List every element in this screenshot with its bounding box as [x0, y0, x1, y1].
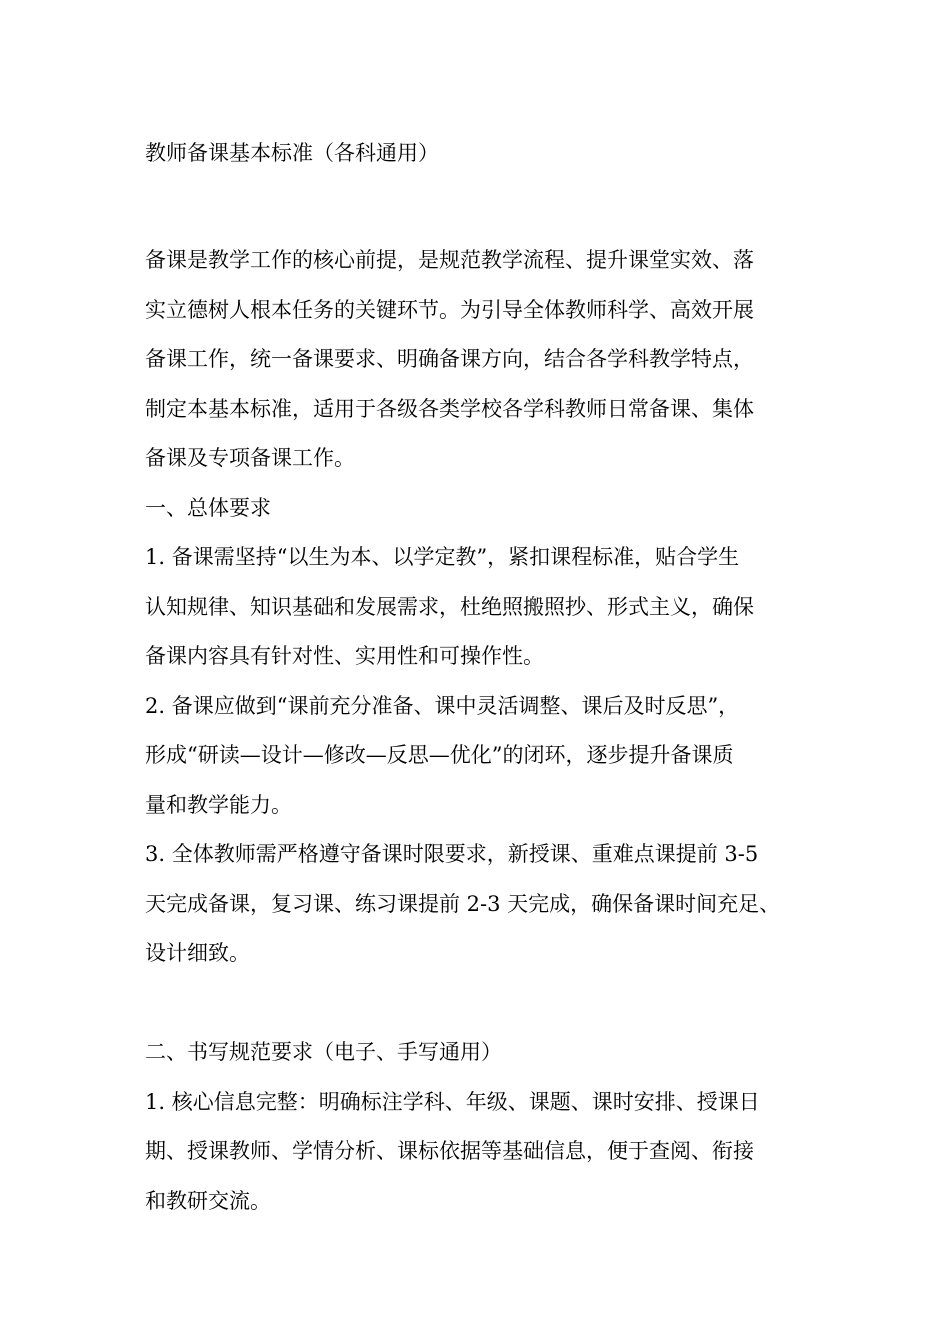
- document-body: [145, 236, 825, 1226]
- text-line: 设计细致。: [145, 941, 250, 965]
- text-line: 备课是教学工作的核心前提，是规范教学流程、提升课堂实效、落: [145, 248, 754, 272]
- overall-item-1: [145, 533, 825, 682]
- text-line: 2. 备课应做到“课前充分准备、课中灵活调整、课后及时反思”，: [145, 693, 740, 718]
- text-line: 天完成备课，复习课、练习课提前 2-3 天完成，确保备课时间充足、: [145, 891, 781, 916]
- writing-item-1: [145, 1078, 825, 1227]
- intro-paragraph: [145, 236, 825, 484]
- overall-item-2: [145, 682, 825, 831]
- text-line: 期、授课教师、学情分析、课标依据等基础信息，便于查阅、衔接: [145, 1139, 754, 1163]
- document-title: 教师备课基本标准（各科通用）: [145, 141, 439, 165]
- section-heading-overall: 一、总体要求: [145, 495, 271, 520]
- text-line: 形成“研读—设计—修改—反思—优化”的闭环，逐步提升备课质: [145, 743, 734, 767]
- text-line: 备课内容具有针对性、实用性和可操作性。: [145, 644, 544, 668]
- overall-item-3: [145, 830, 825, 979]
- text-line: 实立德树人根本任务的关键环节。为引导全体教师科学、高效开展: [145, 297, 754, 322]
- text-line: 量和教学能力。: [145, 792, 292, 817]
- text-line: 备课及专项备课工作。: [145, 446, 355, 470]
- text-line: 备课工作，统一备课要求、明确备课方向，结合各学科教学特点，: [145, 347, 754, 371]
- text-line: 1. 备课需坚持“以生为本、以学定教”，紧扣课程标准，贴合学生: [145, 545, 740, 569]
- text-line: 认知规律、知识基础和发展需求，杜绝照搬照抄、形式主义，确保: [145, 594, 754, 619]
- text-line: 1. 核心信息完整：明确标注学科、年级、课题、课时安排、授课日: [145, 1089, 760, 1114]
- text-line: 3. 全体教师需严格遵守备课时限要求，新授课、重难点课提前 3-5: [145, 842, 759, 866]
- text-line: 和教研交流。: [145, 1188, 271, 1213]
- text-line: 制定本基本标准，适用于各级各类学校各学科教师日常备课、集体: [145, 396, 754, 421]
- paragraph-gap: [145, 979, 825, 1029]
- section-heading-writing: 二、书写规范要求（电子、手写通用）: [145, 1040, 502, 1064]
